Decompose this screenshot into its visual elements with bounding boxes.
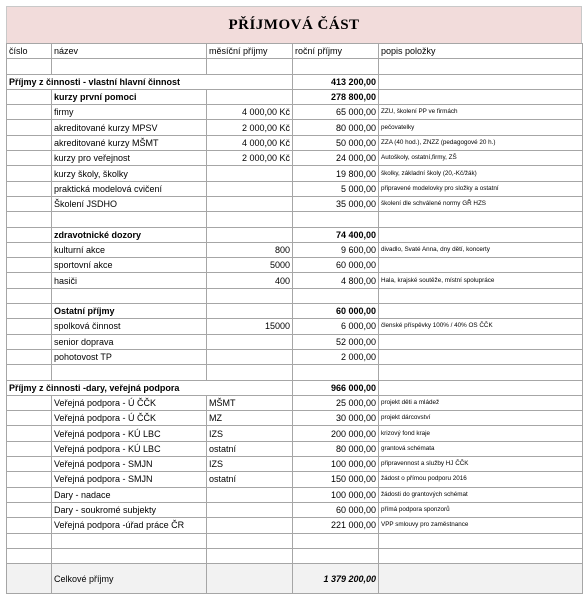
- item-monthly[interactable]: 2 000,00 Kč: [207, 120, 293, 135]
- item-monthly[interactable]: MZ: [207, 411, 293, 426]
- item-monthly[interactable]: 2 000,00 Kč: [207, 151, 293, 166]
- cell-mesicni[interactable]: [207, 227, 293, 242]
- cell-cislo[interactable]: [7, 548, 52, 563]
- group-annual[interactable]: 278 800,00: [293, 89, 379, 104]
- group-label[interactable]: Ostatní příjmy: [52, 304, 207, 319]
- item-annual[interactable]: 80 000,00: [293, 120, 379, 135]
- item-annual[interactable]: 80 000,00: [293, 441, 379, 456]
- cell-mesicni[interactable]: [207, 365, 293, 380]
- item-annual[interactable]: 60 000,00: [293, 258, 379, 273]
- item-annual[interactable]: 60 000,00: [293, 502, 379, 517]
- cell-popis[interactable]: [379, 59, 583, 74]
- cell-cislo[interactable]: [7, 411, 52, 426]
- item-note[interactable]: přímá podpora sponzorů: [379, 502, 583, 517]
- total-label[interactable]: Celkové příjmy: [52, 564, 207, 594]
- cell-nazev[interactable]: [52, 533, 207, 548]
- cell-nazev[interactable]: [52, 365, 207, 380]
- item-monthly[interactable]: 4 000,00 Kč: [207, 135, 293, 150]
- cell-cislo[interactable]: [7, 288, 52, 303]
- total-annual[interactable]: 1 379 200,00: [293, 564, 379, 594]
- sheet-title: PŘÍJMOVÁ ČÁST: [6, 6, 582, 43]
- item-annual[interactable]: 200 000,00: [293, 426, 379, 441]
- item-monthly[interactable]: [207, 487, 293, 502]
- item-name[interactable]: Veřejná podpora - KÚ LBC: [52, 441, 207, 456]
- cell-nazev[interactable]: [52, 288, 207, 303]
- cell-cislo[interactable]: [7, 242, 52, 257]
- cell-cislo[interactable]: [7, 59, 52, 74]
- cell-cislo[interactable]: [7, 227, 52, 242]
- cell-mesicni[interactable]: [207, 304, 293, 319]
- item-name[interactable]: pohotovost TP: [52, 349, 207, 364]
- item-monthly[interactable]: 5000: [207, 258, 293, 273]
- cell-cislo[interactable]: [7, 151, 52, 166]
- cell-cislo[interactable]: [7, 533, 52, 548]
- table-row: [7, 334, 583, 349]
- item-name[interactable]: kulturní akce: [52, 242, 207, 257]
- item-monthly[interactable]: [207, 334, 293, 349]
- table-row: [7, 411, 583, 426]
- item-monthly[interactable]: MŠMT: [207, 395, 293, 410]
- cell-cislo[interactable]: [7, 120, 52, 135]
- item-note[interactable]: žádosti do grantových schémat: [379, 487, 583, 502]
- table-row: [7, 380, 583, 395]
- cell-cislo[interactable]: [7, 487, 52, 502]
- cell-popis[interactable]: [379, 533, 583, 548]
- cell-popis[interactable]: [379, 380, 583, 395]
- header-cislo[interactable]: číslo: [7, 44, 52, 59]
- cell-cislo[interactable]: [7, 472, 52, 487]
- cell-cislo[interactable]: [7, 166, 52, 181]
- cell-cislo[interactable]: [7, 564, 52, 594]
- cell-nazev[interactable]: [52, 212, 207, 227]
- cell-mesicni[interactable]: [207, 548, 293, 563]
- cell-mesicni[interactable]: [207, 89, 293, 104]
- table-row: [7, 472, 583, 487]
- table-row: [7, 135, 583, 150]
- item-note[interactable]: grantová schémata: [379, 441, 583, 456]
- item-annual[interactable]: 35 000,00: [293, 196, 379, 211]
- cell-cislo[interactable]: [7, 334, 52, 349]
- cell-cislo[interactable]: [7, 395, 52, 410]
- item-name[interactable]: akreditované kurzy MPSV: [52, 120, 207, 135]
- item-name[interactable]: sportovní akce: [52, 258, 207, 273]
- item-name[interactable]: Veřejná podpora - Ú ČČK: [52, 411, 207, 426]
- cell-rocni[interactable]: [293, 288, 379, 303]
- cell-rocni[interactable]: [293, 533, 379, 548]
- item-note[interactable]: projekt děti a mládež: [379, 395, 583, 410]
- item-note[interactable]: krizový fond kraje: [379, 426, 583, 441]
- group-label[interactable]: kurzy první pomoci: [52, 89, 207, 104]
- item-monthly[interactable]: 400: [207, 273, 293, 288]
- item-annual[interactable]: 5 000,00: [293, 181, 379, 196]
- cell-popis[interactable]: [379, 74, 583, 89]
- table-row: [7, 395, 583, 410]
- item-note[interactable]: pečovatelky: [379, 120, 583, 135]
- item-name[interactable]: Dary - nadace: [52, 487, 207, 502]
- cell-cislo[interactable]: [7, 273, 52, 288]
- table-row: [7, 59, 583, 74]
- item-monthly[interactable]: ostatní: [207, 441, 293, 456]
- cell-rocni[interactable]: [293, 212, 379, 227]
- cell-cislo[interactable]: [7, 196, 52, 211]
- table-row: [7, 120, 583, 135]
- group-label[interactable]: zdravotnické dozory: [52, 227, 207, 242]
- table-row: [7, 426, 583, 441]
- table-row: [7, 242, 583, 257]
- table-row: [7, 518, 583, 533]
- item-annual[interactable]: 221 000,00: [293, 518, 379, 533]
- table-row: [7, 166, 583, 181]
- table-row: [7, 196, 583, 211]
- cell-mesicni[interactable]: [207, 533, 293, 548]
- header-row: [7, 44, 583, 59]
- cell-cislo[interactable]: [7, 349, 52, 364]
- cell-rocni[interactable]: [293, 548, 379, 563]
- table-row: [7, 457, 583, 472]
- item-monthly[interactable]: ostatní: [207, 472, 293, 487]
- item-note[interactable]: Hala, krajské soutěže, místní spolupráce: [379, 273, 583, 288]
- item-annual[interactable]: 30 000,00: [293, 411, 379, 426]
- item-annual[interactable]: 9 600,00: [293, 242, 379, 257]
- header-mesicni[interactable]: měsíční příjmy: [207, 44, 293, 59]
- table-row: [7, 181, 583, 196]
- table-row: [7, 227, 583, 242]
- item-annual[interactable]: 6 000,00: [293, 319, 379, 334]
- item-name[interactable]: hasiči: [52, 273, 207, 288]
- item-name[interactable]: Veřejná podpora - KÚ LBC: [52, 426, 207, 441]
- section-annual[interactable]: 966 000,00: [293, 380, 379, 395]
- cell-mesicni[interactable]: [207, 288, 293, 303]
- table-row: [7, 89, 583, 104]
- section-annual[interactable]: 413 200,00: [293, 74, 379, 89]
- cell-cislo[interactable]: [7, 502, 52, 517]
- table-row: [7, 105, 583, 120]
- item-monthly[interactable]: [207, 181, 293, 196]
- item-name[interactable]: spolková činnost: [52, 319, 207, 334]
- cell-popis[interactable]: [379, 548, 583, 563]
- header-popis[interactable]: popis položky: [379, 44, 583, 59]
- item-annual[interactable]: 100 000,00: [293, 487, 379, 502]
- item-annual[interactable]: 4 800,00: [293, 273, 379, 288]
- table-row: [7, 212, 583, 227]
- table-row: [7, 304, 583, 319]
- item-name[interactable]: firmy: [52, 105, 207, 120]
- cell-nazev[interactable]: [52, 548, 207, 563]
- section-label[interactable]: Příjmy z činnosti - vlastní hlavní činnost: [7, 74, 293, 89]
- item-monthly[interactable]: IZS: [207, 457, 293, 472]
- item-note[interactable]: projekt dárcovství: [379, 411, 583, 426]
- group-annual[interactable]: 60 000,00: [293, 304, 379, 319]
- cell-cislo[interactable]: [7, 457, 52, 472]
- item-name[interactable]: Veřejná podpora - SMJN: [52, 457, 207, 472]
- item-note[interactable]: připravennost a služby HJ ČČK: [379, 457, 583, 472]
- item-note[interactable]: [379, 334, 583, 349]
- item-note[interactable]: divadlo, Svaté Anna, dny dětí, koncerty: [379, 242, 583, 257]
- item-monthly[interactable]: [207, 166, 293, 181]
- cell-cislo[interactable]: [7, 181, 52, 196]
- item-name[interactable]: Dary - soukromé subjekty: [52, 502, 207, 517]
- item-note[interactable]: [379, 349, 583, 364]
- item-monthly[interactable]: 800: [207, 242, 293, 257]
- table-row: [7, 502, 583, 517]
- table-row: [7, 288, 583, 303]
- item-monthly[interactable]: 4 000,00 Kč: [207, 105, 293, 120]
- item-note[interactable]: členské příspěvky 100% / 40% OS ČČK: [379, 319, 583, 334]
- cell-popis[interactable]: [379, 288, 583, 303]
- table-row: [7, 441, 583, 456]
- table-row: [7, 273, 583, 288]
- table-row: [7, 151, 583, 166]
- item-note[interactable]: Autoškoly, ostatní,firmy, ZŠ: [379, 151, 583, 166]
- cell-popis[interactable]: [379, 212, 583, 227]
- cell-cislo[interactable]: [7, 304, 52, 319]
- item-monthly[interactable]: [207, 518, 293, 533]
- table-row: [7, 319, 583, 334]
- item-note[interactable]: připravené modelovky pro složky a ostatní: [379, 181, 583, 196]
- cell-cislo[interactable]: [7, 135, 52, 150]
- item-annual[interactable]: 25 000,00: [293, 395, 379, 410]
- cell-cislo[interactable]: [7, 518, 52, 533]
- cell-popis[interactable]: [379, 227, 583, 242]
- section-label[interactable]: Příjmy z činnosti -dary, veřejná podpora: [7, 380, 293, 395]
- item-note[interactable]: [379, 258, 583, 273]
- table-row: [7, 487, 583, 502]
- item-name[interactable]: Veřejná podpora - SMJN: [52, 472, 207, 487]
- item-name[interactable]: Školení JSDHO: [52, 196, 207, 211]
- item-monthly[interactable]: 15000: [207, 319, 293, 334]
- cell-nazev[interactable]: [52, 59, 207, 74]
- item-note[interactable]: žádost o přímou podporu 2016: [379, 472, 583, 487]
- table-row: [7, 74, 583, 89]
- item-monthly[interactable]: [207, 349, 293, 364]
- table-row: [7, 258, 583, 273]
- cell-rocni[interactable]: [293, 365, 379, 380]
- item-name[interactable]: kurzy školy, školky: [52, 166, 207, 181]
- cell-cislo[interactable]: [7, 105, 52, 120]
- cell-cislo[interactable]: [7, 89, 52, 104]
- item-name[interactable]: Veřejná podpora -úřad práce ČR: [52, 518, 207, 533]
- item-annual[interactable]: 65 000,00: [293, 105, 379, 120]
- header-nazev[interactable]: název: [52, 44, 207, 59]
- item-note[interactable]: školky, základní školy (20,-Kč/žák): [379, 166, 583, 181]
- cell-cislo[interactable]: [7, 365, 52, 380]
- item-note[interactable]: ZZU, školení PP ve firmách: [379, 105, 583, 120]
- cell-mesicni[interactable]: [207, 59, 293, 74]
- item-annual[interactable]: 150 000,00: [293, 472, 379, 487]
- item-annual[interactable]: 52 000,00: [293, 334, 379, 349]
- item-monthly[interactable]: [207, 196, 293, 211]
- cell-mesicni[interactable]: [207, 564, 293, 594]
- table-row: [7, 533, 583, 548]
- cell-mesicni[interactable]: [207, 212, 293, 227]
- item-note[interactable]: ZZA (40 hod.), ZNZZ (pedagogové 20 h.): [379, 135, 583, 150]
- item-annual[interactable]: 100 000,00: [293, 457, 379, 472]
- cell-rocni[interactable]: [293, 59, 379, 74]
- table-row: [7, 365, 583, 380]
- item-name[interactable]: Veřejná podpora - Ú ČČK: [52, 395, 207, 410]
- table-row: [7, 548, 583, 563]
- cell-cislo[interactable]: [7, 441, 52, 456]
- header-rocni[interactable]: roční příjmy: [293, 44, 379, 59]
- cell-cislo[interactable]: [7, 258, 52, 273]
- item-monthly[interactable]: [207, 502, 293, 517]
- item-annual[interactable]: 50 000,00: [293, 135, 379, 150]
- item-name[interactable]: kurzy pro veřejnost: [52, 151, 207, 166]
- item-monthly[interactable]: IZS: [207, 426, 293, 441]
- item-name[interactable]: praktická modelová cvičení: [52, 181, 207, 196]
- item-annual[interactable]: 19 800,00: [293, 166, 379, 181]
- cell-popis[interactable]: [379, 89, 583, 104]
- cell-cislo[interactable]: [7, 426, 52, 441]
- cell-popis[interactable]: [379, 365, 583, 380]
- cell-popis[interactable]: [379, 564, 583, 594]
- cell-cislo[interactable]: [7, 319, 52, 334]
- table-row: [7, 349, 583, 364]
- item-annual[interactable]: 2 000,00: [293, 349, 379, 364]
- spreadsheet: [6, 6, 582, 594]
- item-note[interactable]: VPP smlouvy pro zaměstnance: [379, 518, 583, 533]
- cell-popis[interactable]: [379, 304, 583, 319]
- item-name[interactable]: senior doprava: [52, 334, 207, 349]
- income-table: [6, 43, 583, 594]
- group-annual[interactable]: 74 400,00: [293, 227, 379, 242]
- table-row: [7, 564, 583, 594]
- item-name[interactable]: akreditované kurzy MŠMT: [52, 135, 207, 150]
- cell-cislo[interactable]: [7, 212, 52, 227]
- item-annual[interactable]: 24 000,00: [293, 151, 379, 166]
- item-note[interactable]: školení dle schválené normy GŘ HZS: [379, 196, 583, 211]
